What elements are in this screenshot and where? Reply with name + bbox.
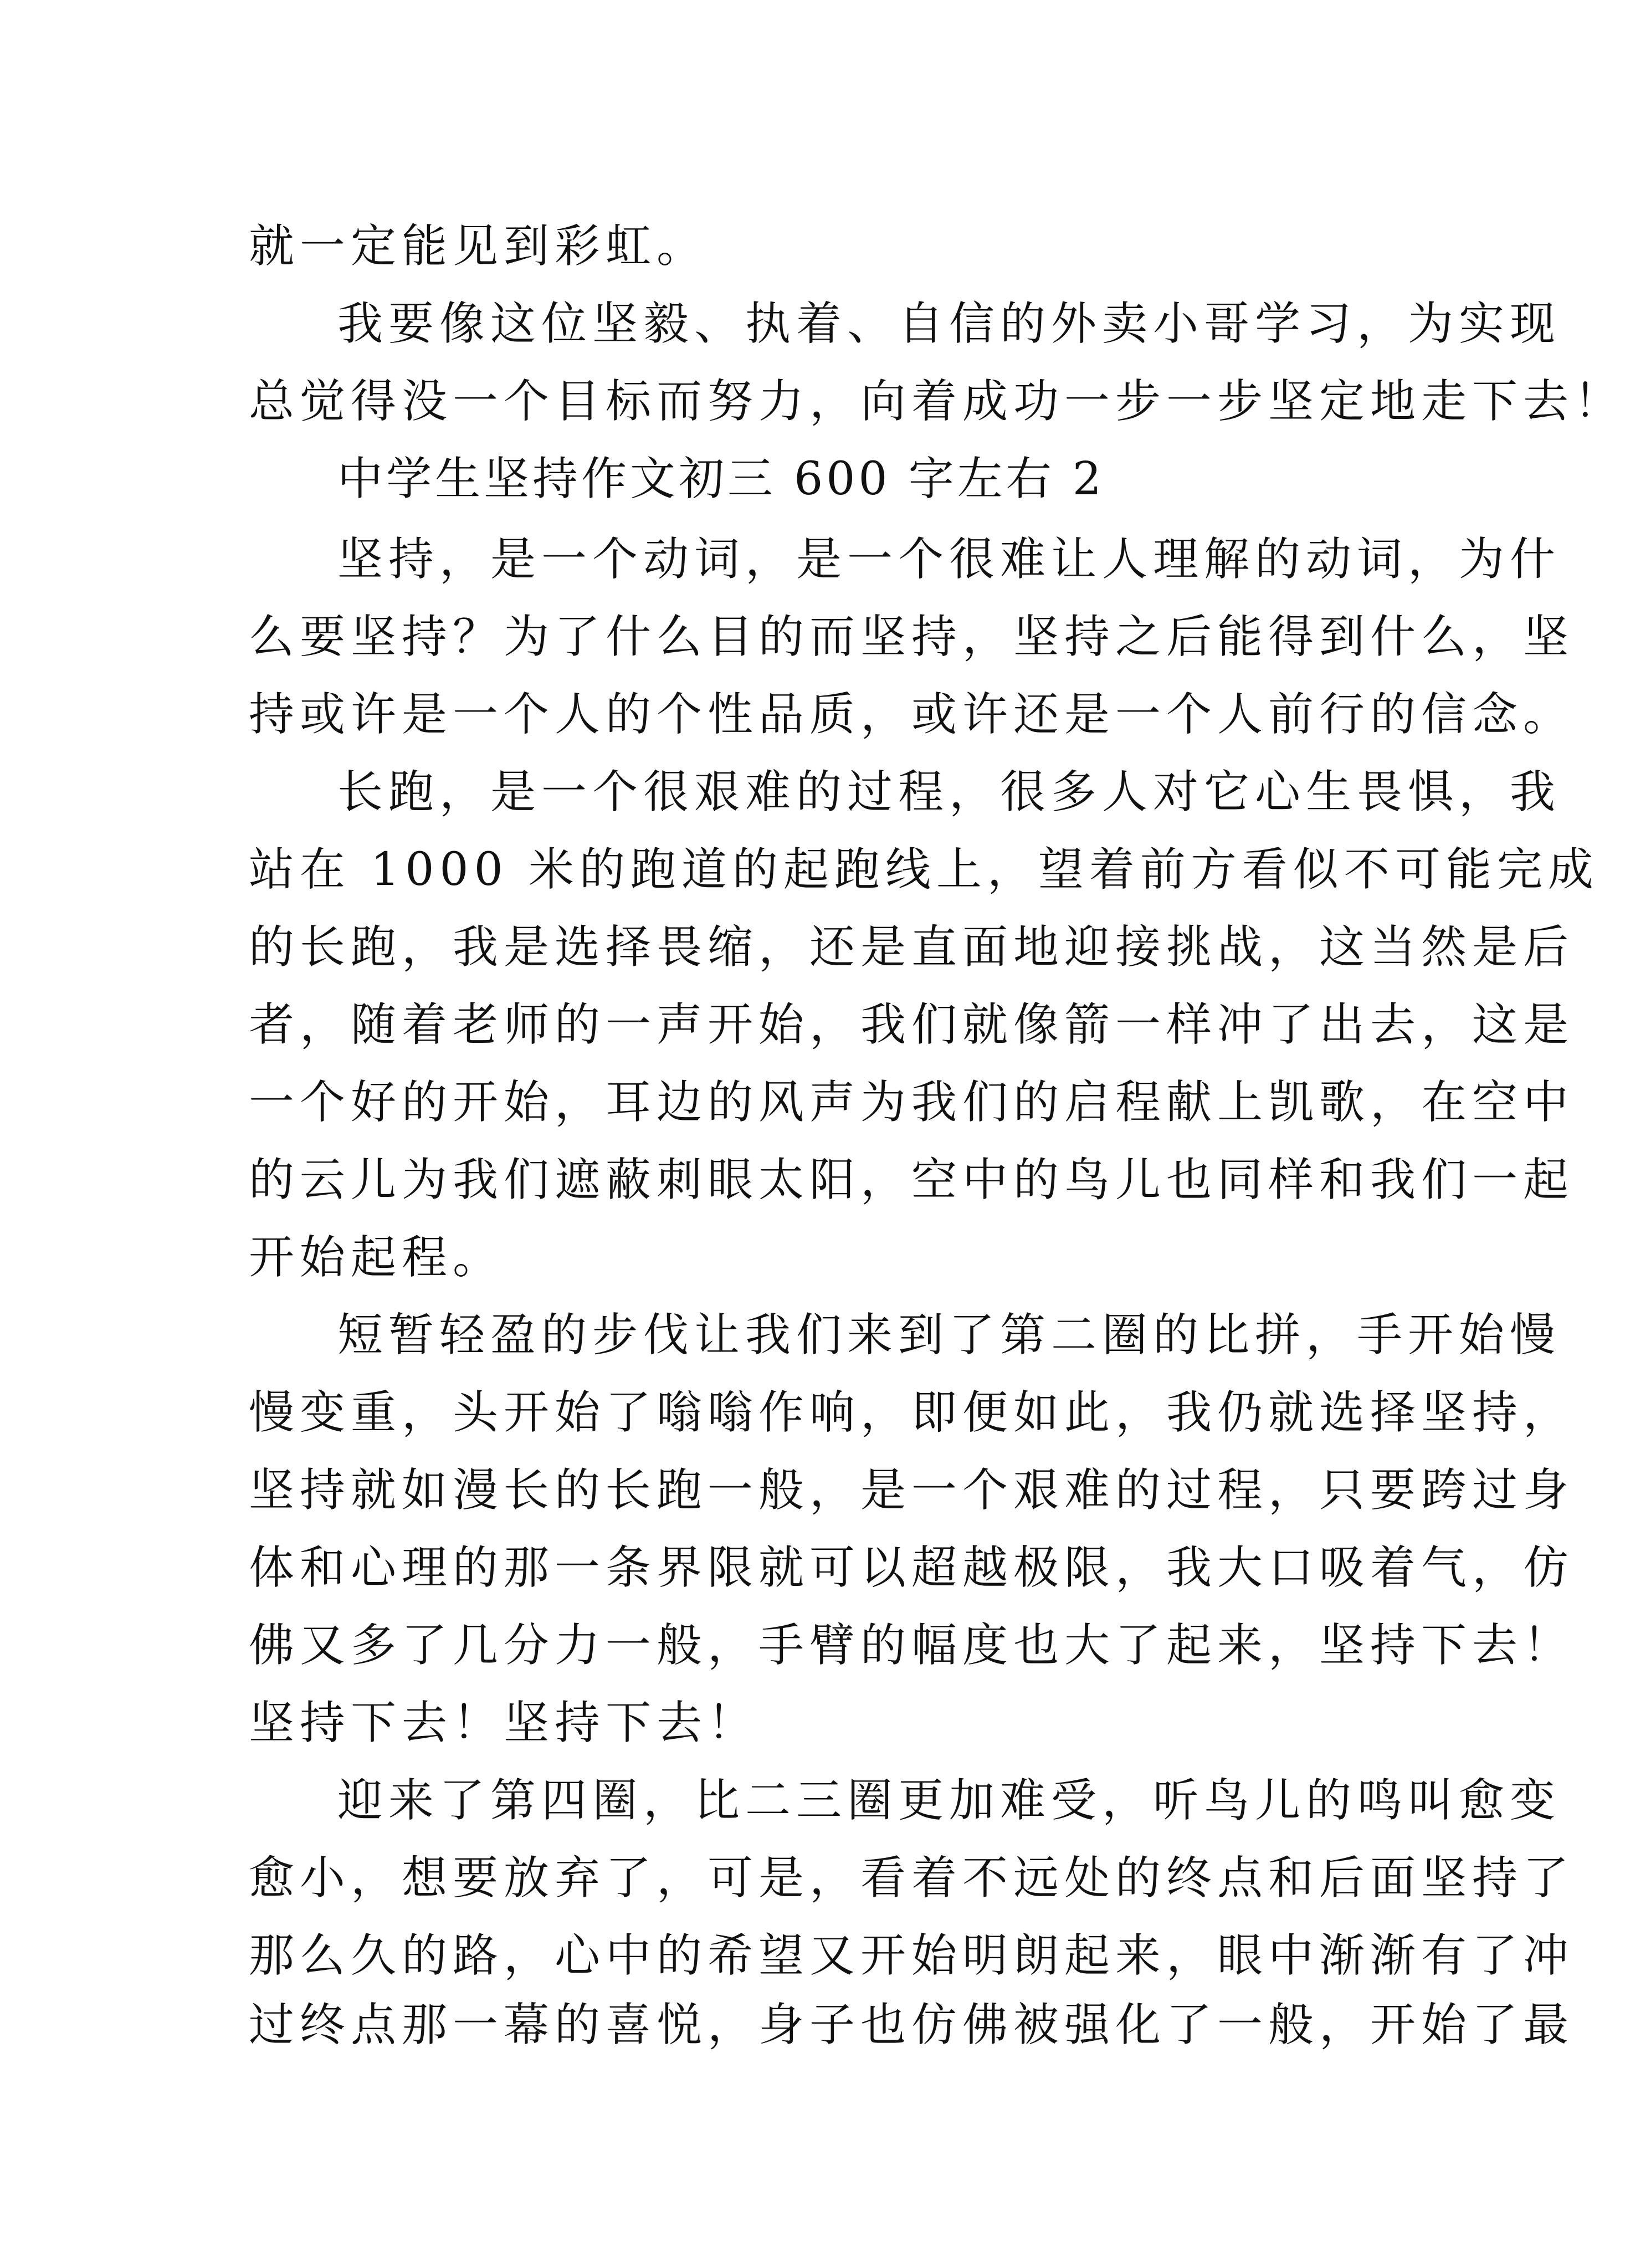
document-page — [249, 199, 1625, 2072]
paragraph-line: 开始起程。 — [249, 1231, 504, 1284]
paragraph-line: 的云儿为我们遮蔽刺眼太阳，空中的鸟儿也同样和我们一起 — [249, 1154, 1575, 1206]
paragraph-line: 坚持下去！坚持下去！ — [249, 1697, 759, 1749]
paragraph-line: 就一定能见到彩虹。 — [249, 220, 708, 273]
paragraph-line: 慢变重，头开始了嗡嗡作响，即便如此，我仍就选择坚持， — [249, 1386, 1575, 1439]
paragraph-line: 坚持就如漫长的长跑一般，是一个艰难的过程，只要跨过身 — [249, 1464, 1575, 1517]
paragraph-line: 一个好的开始，耳边的风声为我们的启程献上凯歌，在空中 — [249, 1076, 1575, 1129]
paragraph-line: 总觉得没一个目标而努力，向着成功一步一步坚定地走下去！ — [249, 375, 1625, 428]
paragraph-line: 愈小，想要放弃了，可是，看着不远处的终点和后面坚持了 — [249, 1852, 1575, 1904]
paragraph-line: 么要坚持？为了什么目的而坚持，坚持之后能得到什么，坚 — [249, 611, 1575, 663]
paragraph-line: 持或许是一个人的个性品质，或许还是一个人前行的信念。 — [249, 688, 1575, 741]
paragraph-line: 长跑，是一个很艰难的过程，很多人对它心生畏惧，我 — [337, 766, 1561, 818]
paragraph-line: 佛又多了几分力一般，手臂的幅度也大了起来，坚持下去！ — [249, 1619, 1575, 1672]
paragraph-line: 坚持，是一个动词，是一个很难让人理解的动词，为什 — [337, 533, 1561, 586]
section-heading: 中学生坚持作文初三 600 字左右 2 — [337, 453, 1105, 505]
paragraph-line: 过终点那一幕的喜悦，身子也仿佛被强化了一般，开始了最 — [249, 1999, 1575, 2051]
paragraph-line: 我要像这位坚毅、执着、自信的外卖小哥学习，为实现 — [337, 298, 1561, 350]
paragraph-line: 者，随着老师的一声开始，我们就像箭一样冲了出去，这是 — [249, 999, 1575, 1051]
paragraph-line: 的长跑，我是选择畏缩，还是直面地迎接挑战，这当然是后 — [249, 921, 1575, 974]
paragraph-line: 短暂轻盈的步伐让我们来到了第二圈的比拼，手开始慢 — [337, 1309, 1561, 1361]
paragraph-line: 那么久的路，心中的希望又开始明朗起来，眼中渐渐有了冲 — [249, 1929, 1575, 1982]
paragraph-line: 迎来了第四圈，比二三圈更加难受，听鸟儿的鸣叫愈变 — [337, 1774, 1561, 1827]
paragraph-line: 站在 1000 米的跑道的起跑线上，望着前方看似不可能完成 — [249, 843, 1599, 896]
paragraph-line: 体和心理的那一条界限就可以超越极限，我大口吸着气，仿 — [249, 1542, 1575, 1594]
